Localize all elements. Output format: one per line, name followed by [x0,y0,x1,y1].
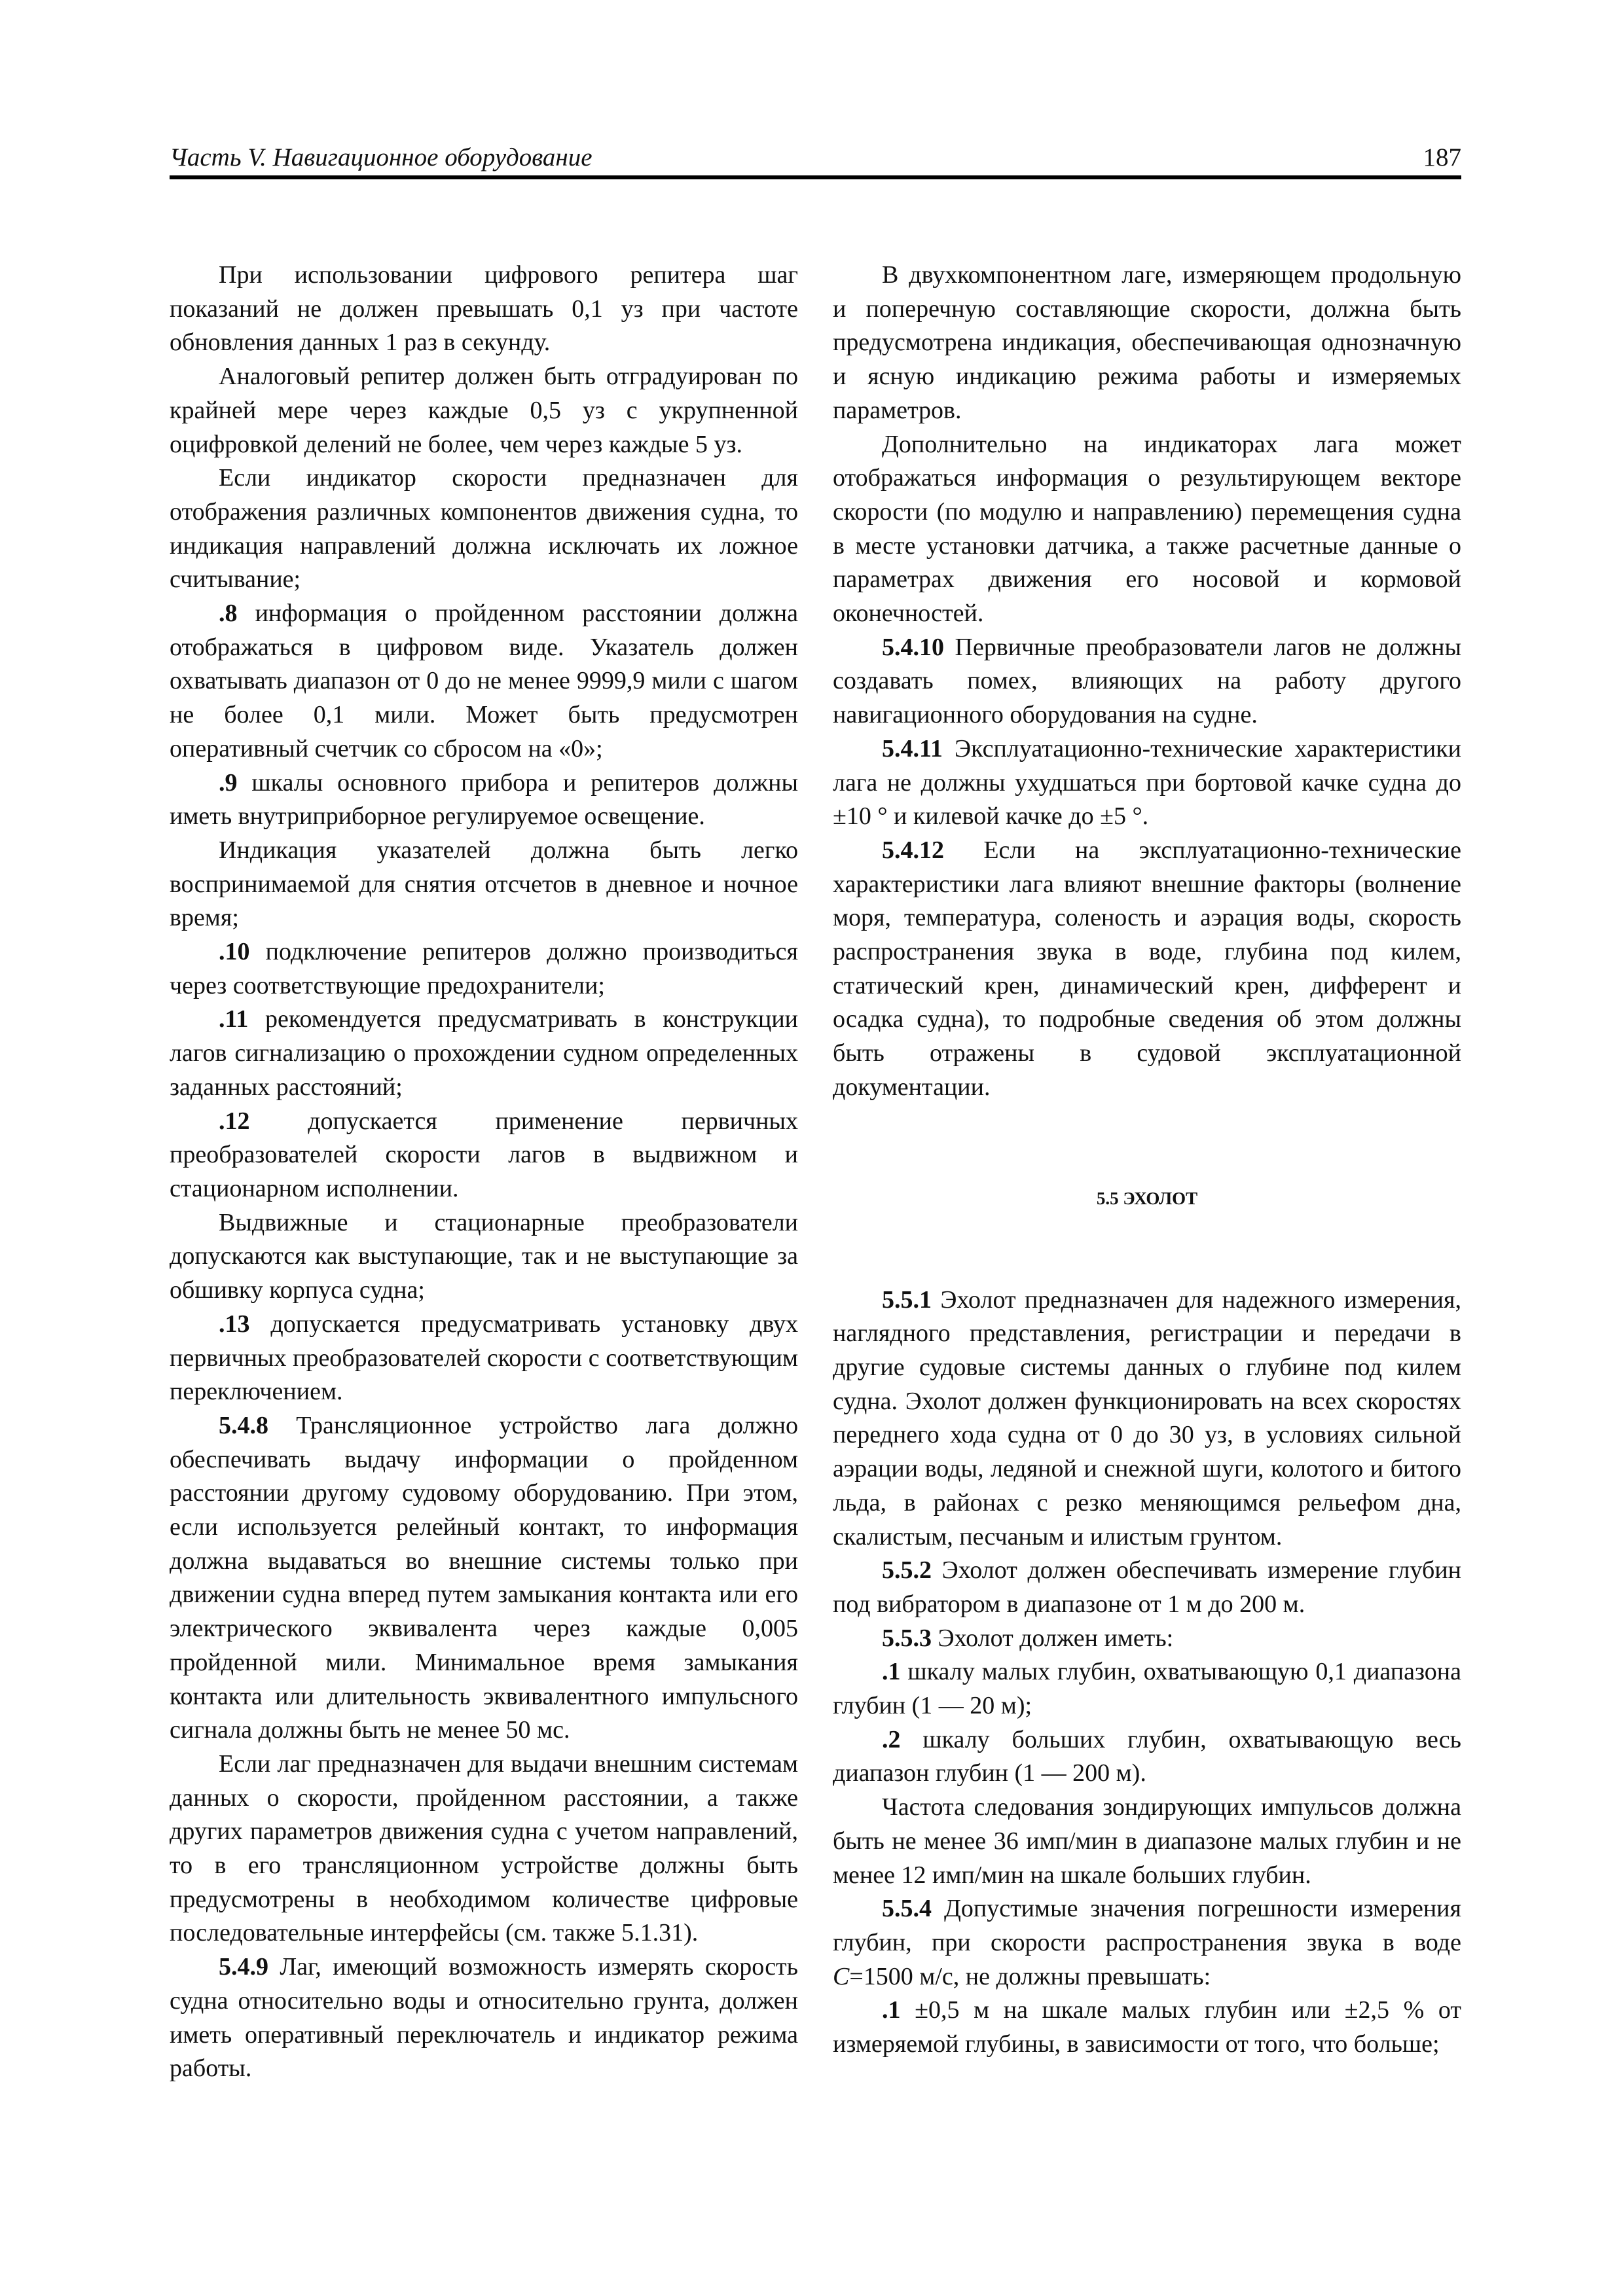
paragraph-text: Дополнительно на индикаторах лага может отображаться информация о результирующем векторе скорости (по модулю и направлению) перемещения судна в месте установки датчика, а также расчетные данные о параметрах движения его носовой и кормовой оконечностей. [833,430,1461,628]
paragraph-text: Эксплуатационно-технические характеристики лага не должны ухудшаться при бортовой качке судна до ±10 ° и килевой качке до ±5 °. [833,734,1461,831]
paragraph [170,597,798,766]
clause-number: .9 [219,768,238,797]
paragraph-text: Допустимые значения погрешности измерения глубин, при скорости распространения звука в воде [833,1895,1461,1956]
paragraph-text: Частота следования зондирующих импульсов должна быть не менее 36 имп/мин в диапазоне малых глубин и не менее 12 имп/мин на шкале больших глубин. [833,1793,1461,1889]
clause-number: .1 [882,1996,901,2024]
paragraph [833,1994,1461,2061]
paragraph-text: Эхолот должен иметь: [932,1624,1174,1652]
paragraph [170,1308,798,1409]
paragraph-text: шкалу больших глубин, охватывающую весь диапазон глубин (1 — 200 м). [833,1725,1461,1787]
clause-number: 5.4.9 [219,1953,268,1981]
paragraph-text: Аналоговый репитер должен быть отградуирован по крайней мере через каждые 0,5 уз с укрупненной оцифровкой делений не более, чем через каждые 5 уз. [170,363,798,458]
left-column [170,259,798,2086]
paragraph [833,1622,1461,1656]
paragraph [170,360,798,461]
paragraph-text: информация о пройденном расстоянии должна отображаться в цифровом виде. Указатель должен охватывать диапазон от 0 до не менее 9999,9 мили с шагом не более 0,1 мили. Может быть предусмотрен оперативный счетчик со сбросом на «0»; [170,600,798,762]
paragraph-text: =1500 м/с, не должны превышать: [849,1962,1211,1990]
right-column [833,259,1461,2062]
clause-number: .13 [219,1310,250,1338]
clause-number: .1 [882,1658,901,1686]
paragraph-text: Эхолот предназначен для надежного измерения, наглядного представления, регистрации и передачи в другие судовые системы данных о глубине под килем судна. Эхолот должен функционировать на всех скоростях переднего хода судна от 0 до 30 уз, в условиях сильной аэрации воды, ледяной и снежной шуги, колотого и битого льда, в районах с резко меняющимся рельефом дна, скалистым, песчаным и илистым грунтом. [833,1285,1461,1551]
paragraph-text: Индикация указателей должна быть легко воспринимаемой для снятия отсчетов в дневное и ночное время; [170,836,798,932]
paragraph-text: Если на эксплуатационно-технические характеристики лага влияют внешние факторы (волнение моря, температура, соленость и аэрация воды, скорость распространения звука в воде, глубина под килем, статический крен, динамический крен, дифферент и осадка судна), то подробные сведения об этом должны быть отражены в судовой эксплуатационной документации. [833,836,1461,1101]
paragraph [833,732,1461,834]
clause-number: 5.5.3 [882,1624,932,1652]
paragraph-text: шкалу малых глубин, охватывающую 0,1 диапазона глубин (1 — 20 м); [833,1658,1461,1720]
paragraph [170,1003,798,1104]
section-heading: 5.5 ЭХОЛОТ [1096,1188,1198,1208]
paragraph [170,935,798,1003]
paragraph [170,766,798,834]
right-column-top [833,259,1461,1105]
variable: C [833,1962,850,1990]
running-header [170,140,1461,175]
clause-number: .8 [219,600,238,628]
paragraph-text: При использовании цифрового репитера шаг показаний не должен превышать 0,1 уз при частоте обновления данных 1 раз в секунду. [170,261,798,357]
paragraph [170,461,798,597]
clause-number: 5.4.10 [882,633,944,661]
paragraph [833,1892,1461,1994]
paragraph [833,1791,1461,1892]
paragraph [833,1283,1461,1554]
clause-number: 5.5.1 [882,1285,932,1314]
clause-number: .10 [219,938,250,966]
clause-number: .11 [219,1005,249,1033]
paragraph [170,1950,798,2086]
right-column-bottom [833,1283,1461,2062]
paragraph [170,1409,798,1748]
paragraph-text: Эхолот должен обеспечивать измерение глубин под вибратором в диапазоне от 1 м до 200 м. [833,1556,1461,1618]
paragraph-text: Первичные преобразователи лагов не должны создавать помех, влияющих на работу другого навигационного оборудования на судне. [833,633,1461,729]
header-rule [170,175,1461,179]
paragraph [170,834,798,935]
paragraph [833,1723,1461,1791]
paragraph [170,1748,798,1950]
paragraph [833,834,1461,1105]
paragraph [833,259,1461,428]
paragraph-text: Если индикатор скорости предназначен для отображения различных компонентов движения судна, то индикация направлений должна исключать их ложное считывание; [170,464,798,594]
paragraph-text: шкалы основного прибора и репитеров должны иметь внутриприборное регулируемое освещение. [170,768,798,831]
clause-number: 5.4.8 [219,1411,268,1439]
paragraph [170,1105,798,1206]
paragraph-text: Лаг, имеющий возможность измерять скорость судна относительно воды и относительно грунта, должен иметь оперативный переключатель и индикатор режима работы. [170,1953,798,2083]
paragraph-text: Выдвижные и стационарные преобразователи допускаются как выступающие, так и не выступающие за обшивку корпуса судна; [170,1208,798,1304]
paragraph-text: Трансляционное устройство лага должно обеспечивать выдачу информации о пройденном расстоянии другому судовому оборудованию. При этом, если используется релейный контакт, то информация должна выдаваться во внешние системы только при движении судна вперед путем замыкания контакта или его электрического эквивалента через каждые 0,005 пройденной мили. Минимальное время замыкания контакта или длительность эквивалентного импульсного сигнала должны быть не менее 50 мс. [170,1411,798,1744]
clause-number: 5.5.4 [882,1895,932,1923]
paragraph [833,1655,1461,1723]
paragraph [833,1554,1461,1621]
paragraph [833,428,1461,631]
paragraph-text: Если лаг предназначен для выдачи внешним системам данных о скорости, пройденном расстоянии, а также других параметров движения судна с учетом направлений, то в его трансляционном устройстве должны быть предусмотрены в необходимом количестве цифровые последовательные интерфейсы (см. также 5.1.31). [170,1749,798,1947]
paragraph [170,259,798,360]
paragraph-text: рекомендуется предусматривать в конструкции лагов сигнализацию о прохождении судном определенных заданных расстояний; [170,1005,798,1101]
page-number: 187 [1423,143,1461,171]
clause-number: .2 [882,1725,901,1753]
clause-number: 5.4.11 [882,734,943,762]
paragraph [833,631,1461,732]
paragraph-text: допускается применение первичных преобразователей скорости лагов в выдвижном и стационарном исполнении. [170,1107,798,1202]
clause-number: 5.5.2 [882,1556,932,1585]
paragraph [170,1206,798,1308]
clause-number: .12 [219,1107,250,1135]
paragraph-text: подключение репитеров должно производиться через соответствующие предохранители; [170,938,798,999]
paragraph-text: В двухкомпонентном лаге, измеряющем продольную и поперечную составляющие скорости, должна быть предусмотрена индикация, обеспечивающая однозначную и ясную индикацию режима работы и измеряемых параметров. [833,261,1461,424]
paragraph-text: допускается предусматривать установку двух первичных преобразователей скорости с соответствующим переключением. [170,1310,798,1406]
clause-number: 5.4.12 [882,836,944,864]
paragraph-text: ±0,5 м на шкале малых глубин или ±2,5 % от измеряемой глубины, в зависимости от того, что больше; [833,1996,1461,2058]
header-title: Часть V. Навигационное оборудование [170,143,593,171]
